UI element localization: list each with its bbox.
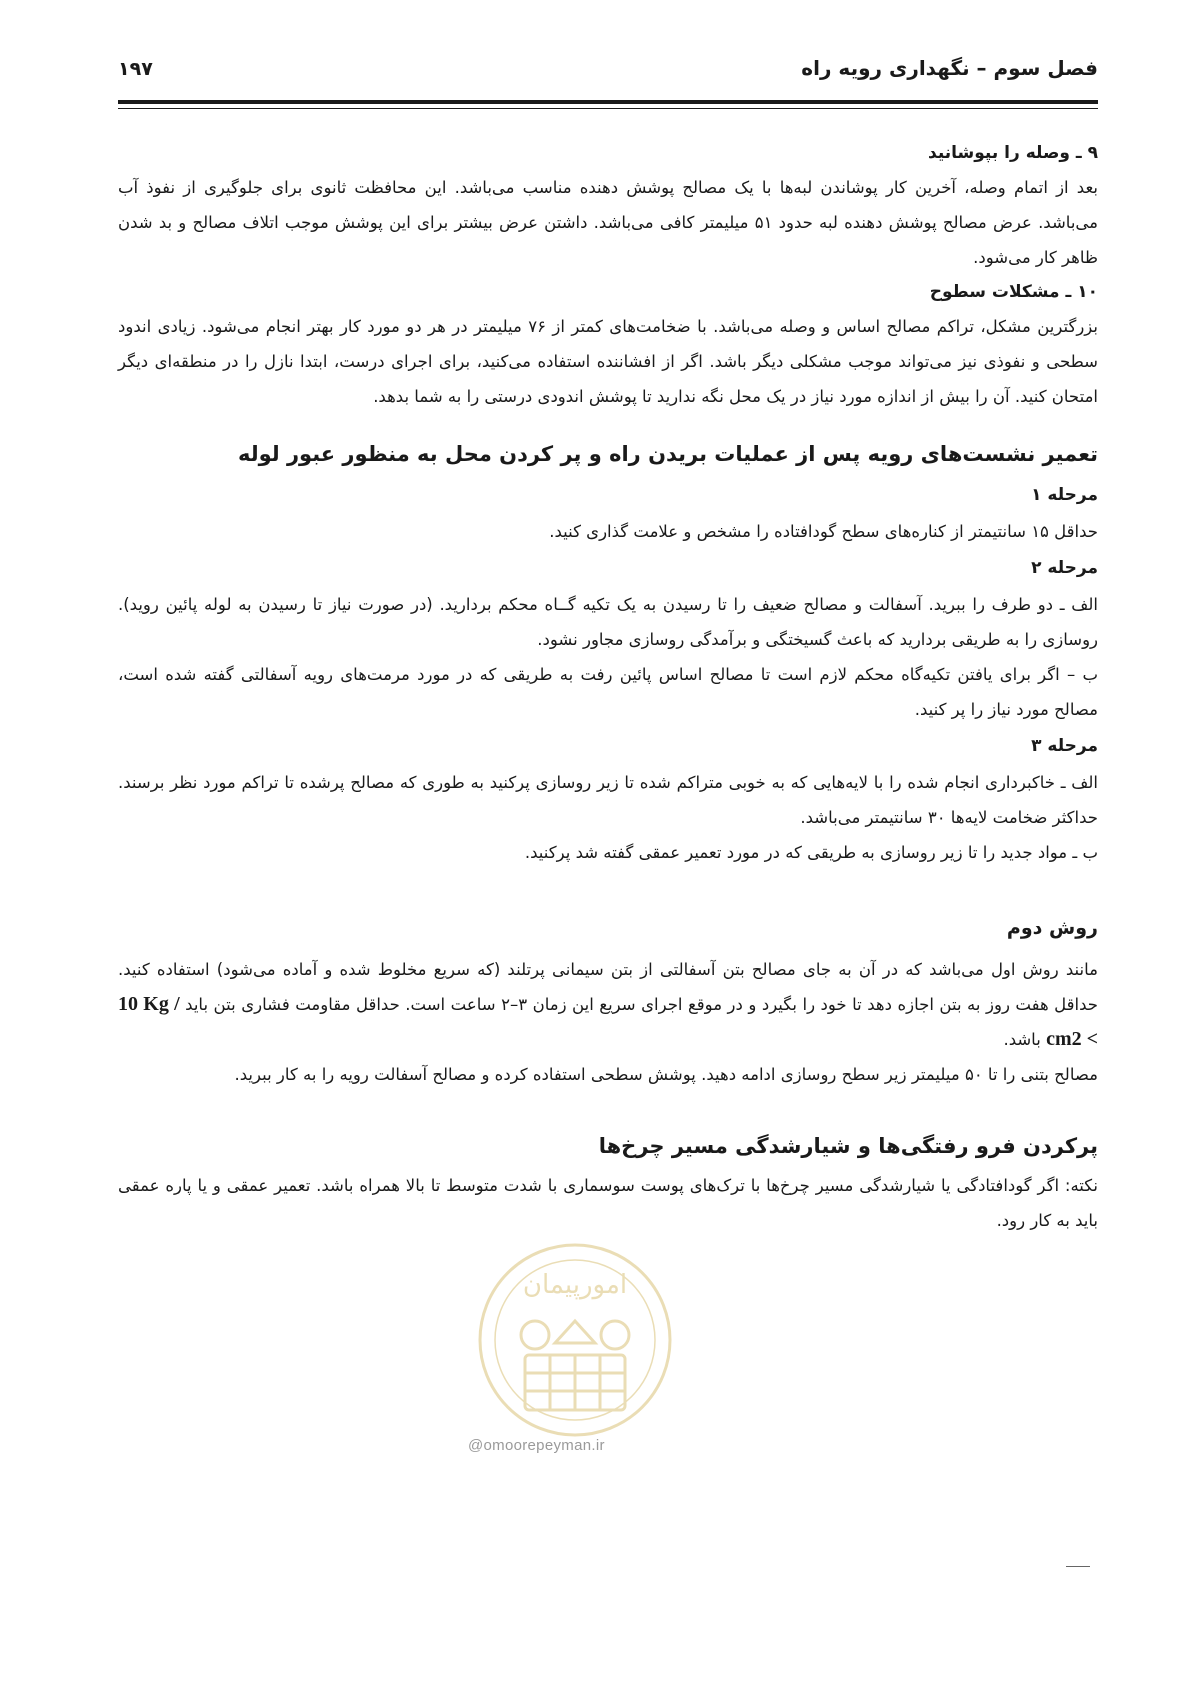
chapter-title: فصل سوم – نگهداری رویه راه: [801, 56, 1098, 80]
header-rule-thin: [118, 108, 1098, 109]
section-10-title: ۱۰ ـ مشکلات سطوح: [929, 282, 1098, 302]
step-2-item-b: ب – اگر برای یافتن تکیه‌گاه محکم لازم است تا مصالح اساس پائین رفت به طریقی که در مورد مرمت‌های رویه آسفالتی گفته شده است، مصالح مورد نیاز را پر کنید.: [118, 665, 1098, 719]
watermark-logo: [470, 1235, 680, 1465]
page-content: [118, 136, 1098, 1238]
watermark-logo-text: امورپیمان: [522, 1270, 628, 1300]
step-3-title: مرحله ۳: [1031, 736, 1098, 756]
step-3-item-a: الف ـ خاکبرداری انجام شده را با لایه‌هایی که به خوبی متراکم شده تا زیر روسازی پرکنید به طوری که مصالح پرشده تا تراکم مورد نظر برسند. حداکثر ضخامت لایه‌ها ۳۰ سانتیمتر می‌باشد.: [118, 773, 1098, 827]
section-10-body: بزرگترین مشکل، تراکم مصالح اساس و وصله می‌باشد. با ضخامت‌های کمتر از ۷۶ میلیمتر در هر دو مورد کار بهتر انجام می‌شود. زیادی اندود سطحی و نفوذی نیز می‌تواند موجب مشکلی دیگر باشد. اگر از افشاننده استفاده می‌کنید، برای اجرای درست، ابتدا نازل را در منطقه‌ای دیگر امتحان کنید. آن را بیش از اندازه مورد نیاز در یک محل نگه ندارید تا پوشش اندودی درستی را به شما بدهد.: [118, 317, 1098, 406]
corner-mark: [1066, 1566, 1090, 1567]
section-9-title: ۹ ـ وصله را بپوشانید: [928, 143, 1098, 163]
method-2-body: [118, 952, 1098, 1057]
compressive-strength-formula: 10 Kg / cm2 <: [118, 993, 1098, 1050]
watermark-url: @omoorepeyman.ir: [468, 1437, 605, 1454]
step-2-title: مرحله ۲: [1031, 558, 1098, 578]
repair-heading: تعمیر نشست‌های رویه پس از عملیات بریدن راه و پر کردن محل به منظور عبور لوله: [237, 442, 1098, 466]
page-number: ۱۹۷: [118, 58, 153, 80]
step-2-item-a: الف ـ دو طرف را ببرید. آسفالت و مصالح ضعیف را تا رسیدن به یک تکیه گــاه محکم بردارید. (در صورت نیاز تا رسیدن به لوله پائین روید). روسازی را به طریقی بردارید که باعث گسیختگی و برآمدگی روسازی مجاور نشود.: [118, 595, 1098, 649]
method-2-body-text: مانند روش اول می‌باشد که در آن به جای مصالح بتن آسفالتی از بتن سیمانی پرتلند (که سریع مخلوط شده و آماده می‌شود) استفاده کنید. حداقل هفت روز به بتن اجازه دهد تا خود را بگیرد و در موقع اجرای سریع این زمان ۳–۲ ساعت است. حداقل مقاومت فشاری بتن باید: [118, 960, 1099, 1014]
section-9-body: بعد از اتمام وصله، آخرین کار پوشاندن لبه‌ها با یک مصالح پوشش دهنده مناسب می‌باشد. این محافظت ثانوی برای جلوگیری از نفوذ آب می‌باشد. عرض مصالح پوشش دهنده لبه حدود ۵۱ میلیمتر کافی می‌باشد. داشتن عرض بیشتر برای این پوشش موجب اتلاف مصالح و بد شدن ظاهر کار می‌شود.: [118, 178, 1099, 267]
rutting-note: نکته: اگر گودافتادگی یا شیارشدگی مسیر چرخ‌ها با ترک‌های پوست سوسماری با شدت متوسط تا بالا همراه باشد. تعمیر عمقی و یا پاره عمقی باید به کار رود.: [118, 1176, 1098, 1230]
method-2-title: روش دوم: [1006, 917, 1098, 939]
method-2-body-end: باشد.: [1003, 1030, 1041, 1049]
page-header: [118, 56, 1098, 96]
step-1-title: مرحله ۱: [1031, 485, 1098, 505]
step-1-body: حداقل ۱۵ سانتیمتر از کناره‌های سطح گودافتاده را مشخص و علامت گذاری کنید.: [549, 522, 1098, 541]
header-rule: [118, 100, 1098, 104]
step-3-item-b: ب ـ مواد جدید را تا زیر روسازی به طریقی که در مورد تعمیر عمقی گفته شد پرکنید.: [524, 843, 1098, 862]
method-2-body-2: مصالح بتنی را تا ۵۰ میلیمتر زیر سطح روسازی ادامه دهید. پوشش سطحی استفاده کرده و مصالح آسفالت رویه را به کار ببرید.: [234, 1065, 1098, 1084]
rutting-heading: پرکردن فرو رفتگی‌ها و شیارشدگی مسیر چرخ‌ها: [598, 1134, 1098, 1158]
